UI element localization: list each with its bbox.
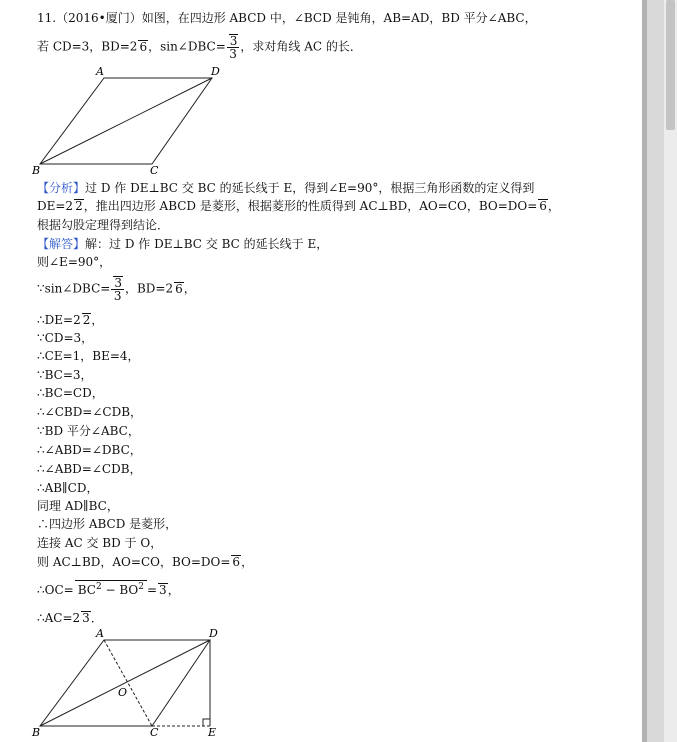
solution-line-5: ∵CD=3，: [37, 331, 94, 345]
label-O: O: [118, 686, 128, 699]
label-D: D: [209, 627, 218, 640]
label-A: A: [96, 65, 104, 78]
solution-line-18: ∴OC= $BC^2 - BO^2 = 3$，: [37, 582, 180, 597]
solution-line-7: ∵BC=3，: [37, 368, 93, 382]
page-shadow: [642, 0, 647, 742]
solution-line-9: ∴∠CBD=∠CDB，: [37, 405, 143, 419]
solution-line-17: 则 AC⊥BD，AO=CO，BO=DO= 6，: [37, 555, 254, 569]
solution-line-13: ∴AB∥CD，: [37, 481, 99, 495]
problem-line-1: 11.（2016•厦门）如图，在四边形 ABCD 中，∠BCD 是钝角，AB=AD，BD 平分∠ABC，: [37, 11, 537, 25]
label-C: C: [150, 164, 159, 177]
analysis-line-3: 根据勾股定理得到结论．: [37, 218, 170, 232]
solution-line-16: 连接 AC 交 BD 于 O，: [37, 536, 163, 550]
label-D: D: [211, 65, 220, 78]
solution-line-8: ∴BC=CD，: [37, 386, 104, 400]
figure-1-quadrilateral: [30, 64, 230, 180]
analysis-line-1: 【分析】过 D 作 DE⊥BC 交 BC 的延长线于 E，得到∠E=90°，根据三角形函数的定义得到: [37, 181, 535, 195]
solution-line-10: ∵BD 平分∠ABC，: [37, 424, 140, 438]
solution-line-2: 则∠E=90°，: [37, 255, 112, 269]
solution-tag: 【解答】: [37, 237, 86, 251]
solution-line-4: ∴DE=2 2，: [37, 313, 104, 327]
analysis-tag: 【分析】: [37, 181, 86, 195]
label-B: B: [32, 726, 41, 739]
label-E: E: [208, 726, 217, 739]
fraction: $\frac{3}{3}$: [227, 34, 240, 60]
label-C: C: [150, 726, 159, 739]
solution-line-3: ∵sin∠DBC= $\frac{3}{3}$ ，BD=2 6，: [37, 276, 196, 303]
solution-line-14: 同理 AD∥BC，: [37, 499, 119, 513]
scrollbar-thumb[interactable]: [666, 0, 675, 130]
solution-line-6: ∴CE=1，BE=4，: [37, 349, 140, 363]
solution-line-12: ∴∠ABD=∠CDB，: [37, 462, 142, 476]
label-A: A: [96, 627, 104, 640]
problem-line-2: 若 CD=3，BD=2 6，sin∠DBC= $\frac{3}{3}$ ，求对角线 AC 的长．: [37, 34, 362, 61]
solution-line-19: ∴AC=2 3．: [37, 611, 103, 625]
figure-2-rhombus: [30, 626, 240, 742]
solution-line-11: ∴∠ABD=∠DBC，: [37, 443, 142, 457]
analysis-line-2: DE=2 2，推出四边形 ABCD 是菱形，根据菱形的性质得到 AC⊥BD，AO=CO，BO=DO= 6，: [37, 199, 560, 213]
solution-line-1: 【解答】解：过 D 作 DE⊥BC 交 BC 的延长线于 E，: [37, 237, 329, 251]
solution-line-15: ∴四边形 ABCD 是菱形，: [37, 517, 178, 531]
label-B: B: [32, 164, 41, 177]
